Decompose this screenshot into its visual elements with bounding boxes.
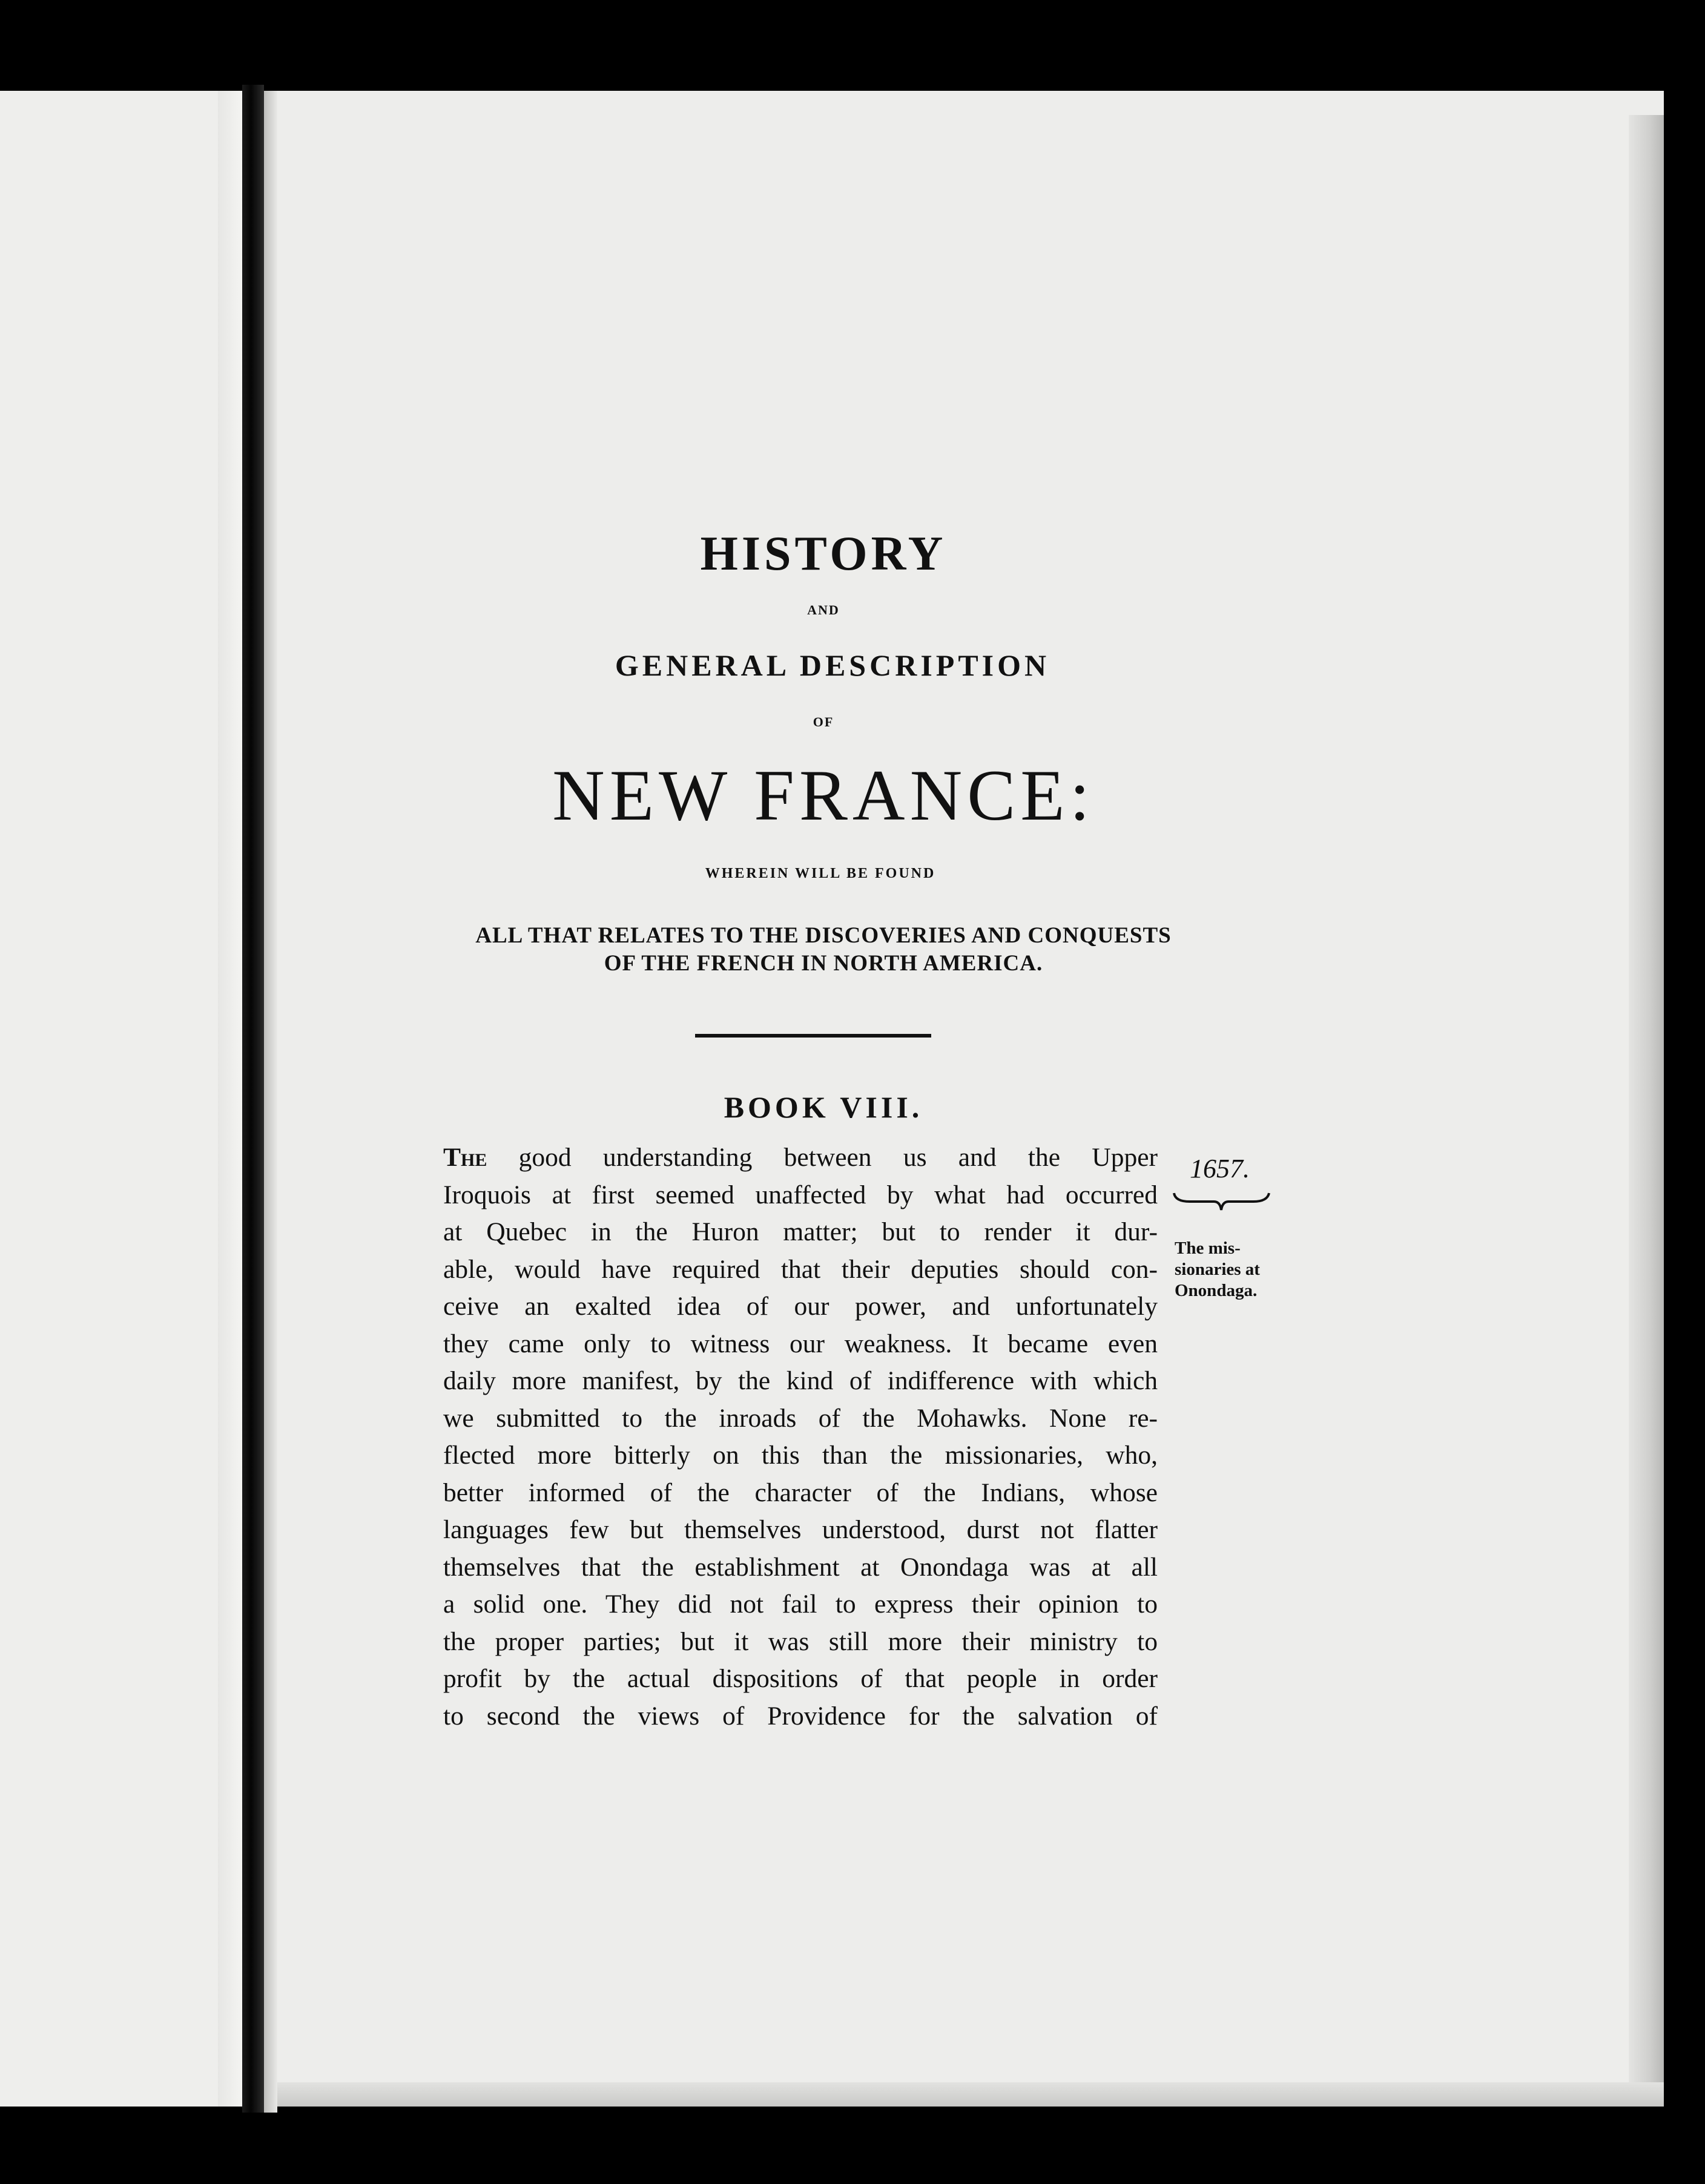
subtitle-line-1: ALL THAT RELATES TO THE DISCOVERIES AND CONQUESTS (475, 923, 1172, 948)
margin-note-line: sionaries at (1175, 1260, 1260, 1279)
title-of: OF (813, 714, 834, 729)
title-new-france: NEW FRANCE: (552, 755, 1095, 835)
title-and: AND (807, 602, 840, 617)
title-wherein: WHEREIN WILL BE FOUND (705, 866, 936, 881)
body-line: themselves that the establishment at Onondaga was at all (443, 1552, 1158, 1582)
body-line: ceive an exalted idea of our power, and unfortunately (443, 1292, 1158, 1321)
title-subtitle (424, 922, 1223, 978)
binding-gutter (242, 85, 264, 2113)
book-heading: BOOK VIII. (724, 1090, 923, 1124)
body-paragraph (443, 1139, 1158, 1735)
title-rule (695, 1034, 931, 1038)
body-line: able, would have required that their deputies should con- (443, 1254, 1158, 1284)
body-line: they came only to witness our weakness. It became even (443, 1329, 1158, 1358)
subtitle-line-2: OF THE FRENCH IN NORTH AMERICA. (604, 951, 1043, 976)
margin-note-line: The mis- (1175, 1238, 1241, 1258)
body-line: flected more bitterly on this than the missionaries, who, (443, 1441, 1158, 1470)
body-line-text: good understanding between us and the Upper (487, 1143, 1158, 1172)
body-line: profit by the actual dispositions of that people in order (443, 1664, 1158, 1693)
title-general-description: GENERAL DESCRIPTION (615, 648, 1050, 682)
margin-note (1175, 1238, 1260, 1301)
body-line: Iroquois at first seemed unaffected by what had occurred (443, 1180, 1158, 1209)
right-page-edge (1629, 115, 1664, 2094)
body-line: we submitted to the inroads of the Mohawks. None re- (443, 1403, 1158, 1433)
margin-year: 1657. (1190, 1154, 1250, 1183)
gutter-shadow (264, 91, 277, 2113)
body-line: languages few but themselves understood, durst not flatter (443, 1515, 1158, 1544)
title-history: HISTORY (700, 527, 947, 581)
body-line: to second the views of Providence for the salvation of (443, 1701, 1158, 1731)
body-line: the proper parties; but it was still more their ministry to (443, 1626, 1158, 1656)
body-line: better informed of the character of the Indians, whose (443, 1478, 1158, 1507)
body-line: a solid one. They did not fail to express their opinion to (443, 1590, 1158, 1619)
left-blank-page (0, 91, 242, 2107)
body-line (443, 1139, 1158, 1177)
body-line: daily more manifest, by the kind of indifference with which (443, 1366, 1158, 1395)
margin-note-line: Onondaga. (1175, 1281, 1258, 1300)
bottom-page-edge (277, 2082, 1664, 2107)
body-line: at Quebec in the Huron matter; but to render it dur- (443, 1217, 1158, 1246)
opening-word: The (443, 1143, 487, 1172)
margin-brace (1172, 1189, 1271, 1214)
left-page-edge (218, 91, 242, 2107)
